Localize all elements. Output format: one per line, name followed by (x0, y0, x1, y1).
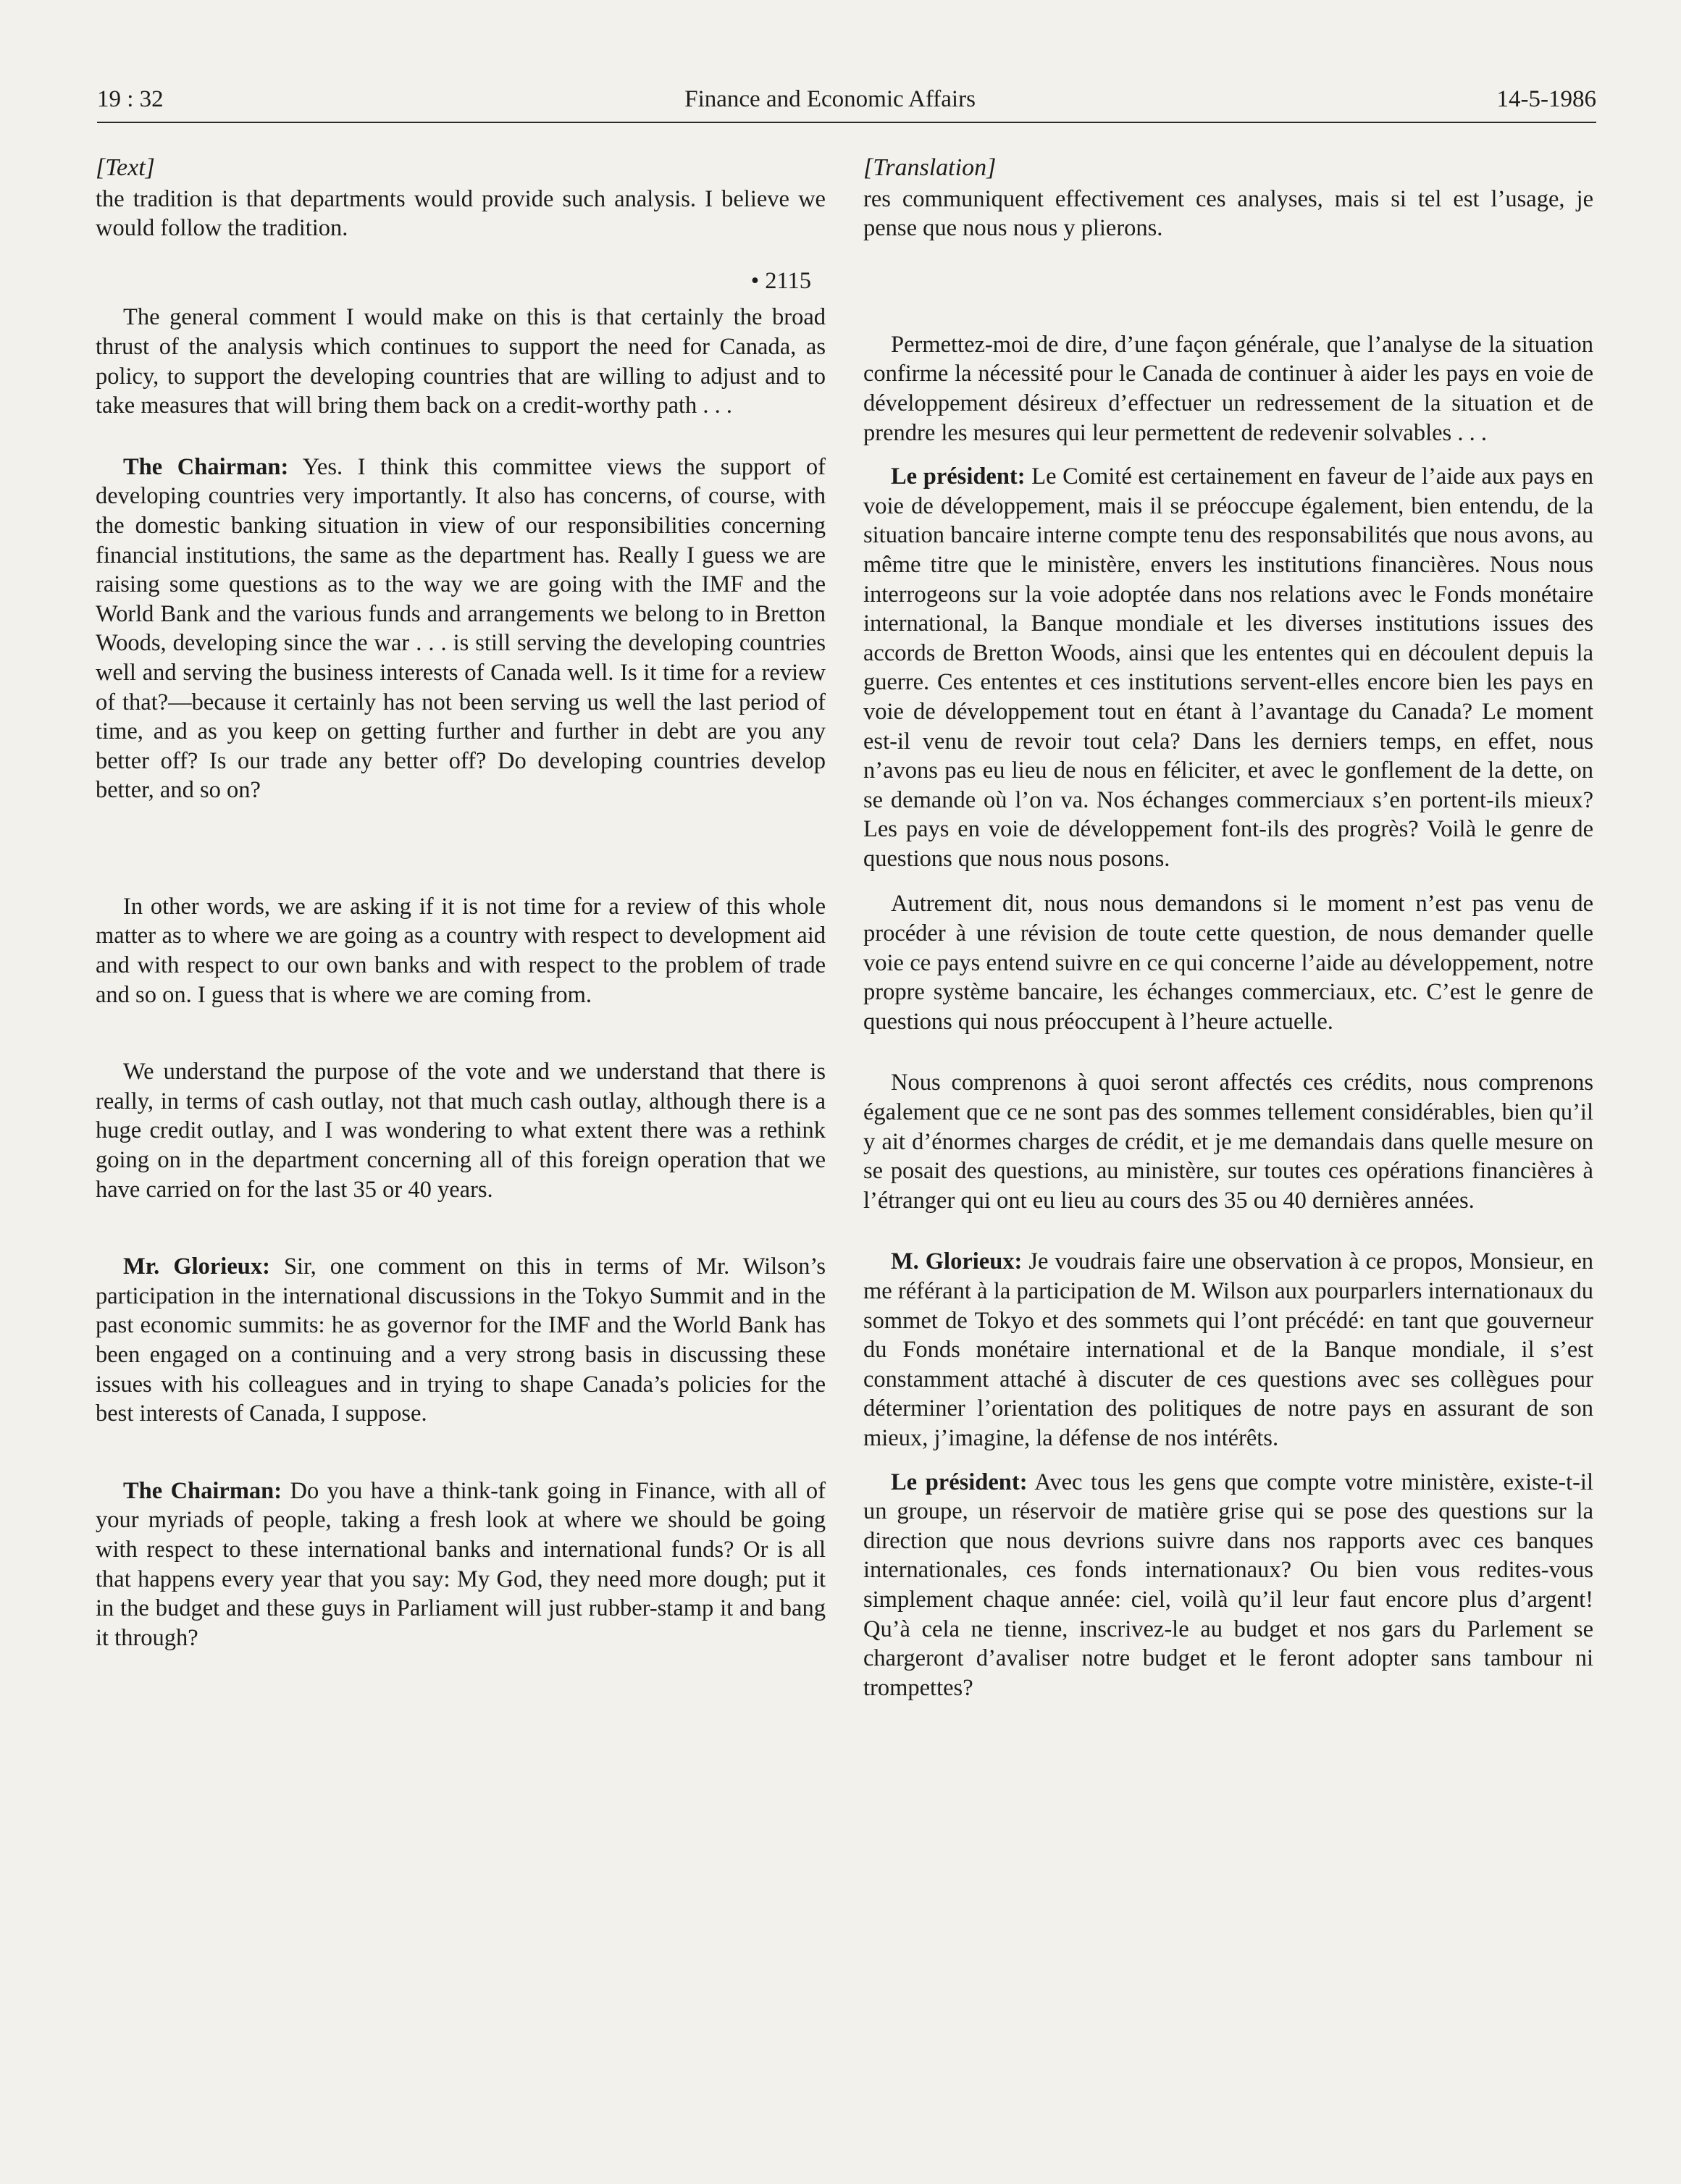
speaker-name: Mr. Glorieux: (123, 1253, 270, 1280)
publication-title: Finance and Economic Affairs (684, 86, 976, 112)
page-reference: 19 : 32 (97, 86, 164, 112)
speech-paragraph (863, 462, 1593, 873)
paragraph: The general comment I would make on this is that certainly the broad thrust of the analysis which continues to support the need for Canada, as policy, to support the developing countries that are willing to adjust and to take measures that will bring them back on a credit-worthy path . . . (96, 304, 826, 419)
speaker-name: The Chairman: (123, 1477, 282, 1504)
speaker-name: M. Glorieux: (891, 1248, 1023, 1275)
french-translation-column (863, 154, 1593, 1702)
speech-paragraph (863, 1468, 1593, 1703)
paragraph: res communiquent effectivement ces analyses, mais si tel est l’usage, je pense que nous nous y plierons. (863, 185, 1593, 242)
speech-text: Sir, one comment on this in terms of Mr. Wilson’s participation in the international discussions in the Tokyo Summit and in the past economic summits: he as governor for the IMF and the World Bank has been engaged on a continuing and a very strong basis in discussing these issues with his colleagues and in trying to shape Canada’s policies for the best interests of Canada, I suppose. (96, 1253, 826, 1427)
time-marker: • 2115 (750, 267, 811, 294)
paragraph: In other words, we are asking if it is not time for a review of this whole matter as to where we are going as a country with respect to development aid and with respect to our own banks and with respect to the problem of trade and so on. I guess that is where we are coming from. (96, 893, 826, 1008)
speech-text: Le Comité est certainement en faveur de l’aide aux pays en voie de développement, mais il se préoccupe également, bien entendu, de la situation bancaire interne compte tenu des responsabilités que nous avons, au même titre que le ministère, envers les institutions financières. Nous nous interrogeons sur la voie adoptée dans nos relations avec le Fonds monétaire international, la Banque mondiale et les diverses institutions issues des accords de Bretton Woods, ainsi que les ententes qui en découlent depuis la guerre. Ces ententes et ces institutions servent-elles encore bien les pays en voie de développement tout en étant à l’avantage du Canada? Le moment est-il venu de revoir tout cela? Dans les derniers temps, en effet, nous n’avons pas eu lieu de nous en féliciter, et avec le gonflement de la dette, on se demande où l’on va. Nos échanges commerciaux s’en portent-ils mieux? Les pays en voie de développement font-ils des progrès? Voilà le genre de questions que nous nous posons. (863, 463, 1593, 872)
paragraph: Nous comprenons à quoi seront affectés ces crédits, nous comprenons également que ce ne sont pas des sommes tellement considérables, bien qu’il y ait d’énormes charges de crédit, et je me demandais dans quelle mesure on se posait des questions, au ministère, sur toutes ces opérations financières à l’étranger qui ont eu lieu au cours des 35 ou 40 dernières années. (863, 1070, 1593, 1214)
text-column-label: [Text] (96, 154, 155, 181)
paragraph: We understand the purpose of the vote and we understand that there is really, in terms of cash outlay, not that much cash outlay, although there is a huge credit outlay, and I was wondering to what extent there was a rethink going on in the department concerning all of this foreign operation that we have carried on for the last 35 or 40 years. (96, 1059, 826, 1203)
speaker-name: The Chairman: (123, 453, 289, 480)
publication-date: 14-5-1986 (1496, 86, 1596, 112)
speech-text: Do you have a think-tank going in Finance, with all of your myriads of people, taking a fresh look at where we should be going with respect to these international banks and international funds? Or is all that happens every year that you say: My God, they need more dough; put it in the budget and these guys in Parliament will just rubber-stamp it and bang it through? (96, 1477, 826, 1651)
speech-paragraph (96, 1477, 826, 1653)
speech-text: Je voudrais faire une observation à ce propos, Monsieur, en me référant à la participation de M. Wilson aux pourparlers internationaux du sommet de Tokyo et des sommets qui l’ont précédé: en tant que gouverneur du Fonds monétaire international et de la Banque mondiale, il s’est constamment attaché à discuter de ces questions avec ses collègues pour déterminer l’orientation des politiques de notre pays en assurant de son mieux, j’imagine, la défense de nos intérêts. (863, 1248, 1593, 1451)
speaker-name: Le président: (891, 1469, 1028, 1495)
speech-text: Avec tous les gens que compte votre ministère, existe-t-il un groupe, un réservoir de matière grise qui se pose des questions sur la direction que nous devrions suivre dans nos rapports avec ces banques internationales, ces fonds internationaux? Ou bien vous redites-vous simplement chaque année: ciel, voilà qu’il leur faut encore plus d’argent! Qu’à cela ne tienne, inscrivez-le au budget et nos gars du Parlement se chargeront d’avaliser notre budget et le feront adopter sans tambour ni trompettes? (863, 1469, 1593, 1701)
paragraph: Permettez-moi de dire, d’une façon générale, que l’analyse de la situation confirme la nécessité pour le Canada de continuer à aider les pays en voie de développement désireux d’effectuer un redressement de la situation et de prendre les mesures qui leur permettent de redevenir solvables . . . (863, 331, 1593, 446)
speech-paragraph (96, 453, 826, 805)
paragraph: Autrement dit, nous nous demandons si le moment n’est pas venu de procéder à une révision de toute cette question, de nous demander quelle voie ce pays entend suivre en ce qui concerne l’aide au développement, notre propre système bancaire, les échanges commerciaux, etc. C’est le genre de questions qui nous préoccupent à l’heure actuelle. (863, 891, 1593, 1035)
running-head (97, 81, 1596, 123)
translation-column-label: [Translation] (863, 154, 997, 181)
paragraph: the tradition is that departments would provide such analysis. I believe we would follow the tradition. (96, 185, 826, 242)
speech-paragraph (96, 1252, 826, 1429)
speaker-name: Le président: (891, 463, 1026, 490)
speech-paragraph (863, 1247, 1593, 1453)
english-text-column (96, 154, 826, 1652)
speech-text: Yes. I think this committee views the support of developing countries very importantly. It also has concerns, of course, with the domestic banking situation in view of our responsibilities concerning financial institutions, the same as the department has. Really I guess we are raising some questions as to the way we are going with the IMF and the World Bank and the various funds and arrangements we belong to in Bretton Woods, developing since the war . . . is still serving the developing countries well and serving the business interests of Canada well. Is it time for a review of that?—because it certainly has not been serving us well the last period of time, and as you keep on getting further and further in debt are you any better off? Is our trade any better off? Do developing countries develop better, and so on? (96, 453, 826, 804)
